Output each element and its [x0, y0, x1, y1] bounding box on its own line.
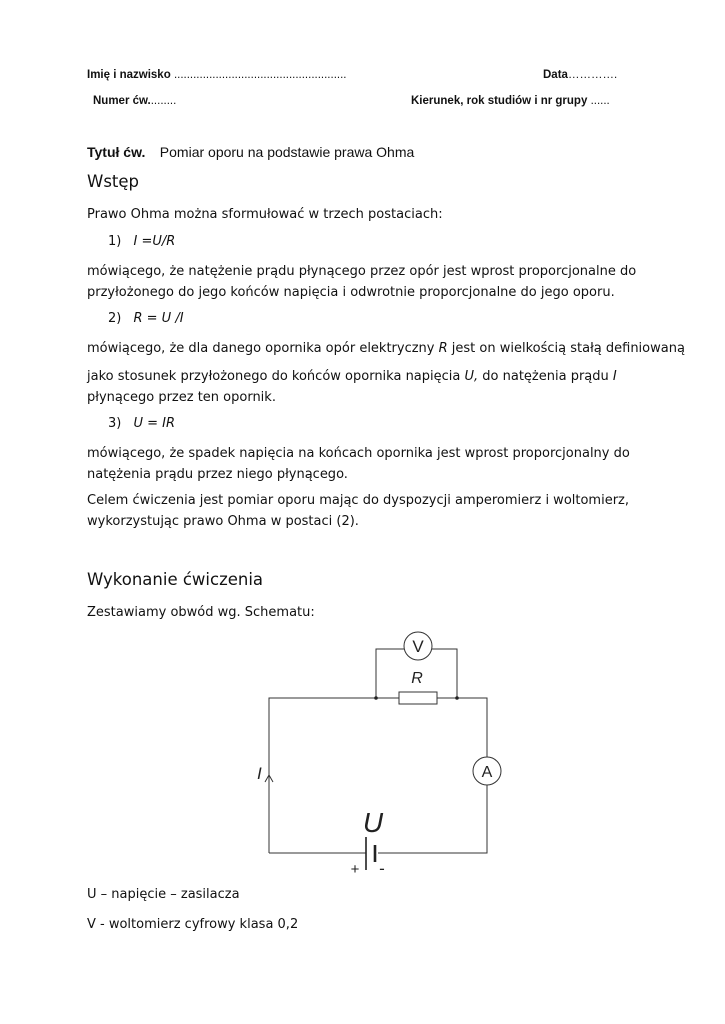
- ammeter-label: A: [481, 764, 493, 781]
- formula: R = U /I: [133, 311, 184, 326]
- legend-voltage: U – napięcie – zasilacza: [87, 887, 240, 902]
- text-run: mówiącego, że dla danego opornika opór elektryczny: [87, 341, 439, 356]
- text-run: do natężenia prądu: [478, 369, 613, 384]
- text-run: jest on wielkością stałą definiowaną: [447, 341, 685, 356]
- name-dots: ......................................................: [173, 69, 347, 81]
- minus-sign: -: [379, 859, 385, 878]
- text-run-italic: I: [612, 369, 617, 384]
- formula: I =U/R: [133, 234, 176, 249]
- intro-lead: Prawo Ohma można sformułować w trzech postaciach:: [87, 207, 443, 222]
- voltmeter-label: V: [412, 637, 424, 656]
- title-label: Tytuł ćw.: [87, 144, 146, 160]
- main-wire-right: [437, 698, 487, 757]
- text-run: jako stosunek przyłożonego do końców opornika napięcia: [87, 369, 465, 384]
- voltmeter-wire-right: [432, 649, 457, 698]
- exercise-number-label: Numer ćw.: [93, 95, 151, 107]
- formula: U = IR: [133, 416, 176, 431]
- title-value: Pomiar oporu na podstawie prawa Ohma: [159, 144, 415, 160]
- text-run: płynącego przez ten opornik.: [87, 390, 276, 405]
- source-label: U: [362, 807, 384, 838]
- name-label: Imię i nazwisko: [87, 69, 171, 81]
- current-label: I: [257, 764, 262, 783]
- execution-heading: Wykonanie ćwiczenia: [87, 570, 264, 589]
- junction-dot-right: [455, 696, 459, 700]
- intro-heading: Wstęp: [87, 172, 140, 191]
- legend-voltmeter: V - woltomierz cyfrowy klasa 0,2: [87, 917, 299, 932]
- formula-number: 1): [108, 234, 122, 249]
- plus-sign: +: [350, 861, 360, 878]
- voltmeter-wire-left: [376, 649, 404, 698]
- date-dots: ………….: [567, 69, 618, 81]
- formula-number: 2): [108, 311, 122, 326]
- resistor-label: R: [411, 670, 423, 687]
- resistor-symbol: [399, 692, 437, 704]
- formula-description-3: mówiącego, że spadek napięcia na końcach opornika jest wprost proporcjonalny do natężenia prądu przez niego płynącego.: [87, 446, 630, 482]
- junction-dot-left: [374, 696, 378, 700]
- main-wire-bottom-right: [378, 785, 487, 853]
- formula-number: 3): [108, 416, 122, 431]
- exercise-number-dots: ........: [150, 95, 177, 107]
- text-run-italic: R: [438, 341, 448, 356]
- text-run-italic: U,: [464, 369, 479, 384]
- formula-description-1: mówiącego, że natężenie prądu płynącego przez opór jest wprost proporcjonalne do przyłożonego do jego końców napięcia i odwrotnie proporcjonalne do jego oporu.: [87, 264, 637, 300]
- execution-lead: Zestawiamy obwód wg. Schematu:: [87, 605, 315, 620]
- study-field-dots: ......: [590, 95, 610, 107]
- date-label: Data: [543, 69, 568, 81]
- exercise-goal: Celem ćwiczenia jest pomiar oporu mając do dyspozycji amperomierz i woltomierz, wykorzystując prawo Ohma w postaci (2).: [87, 493, 630, 529]
- study-field-label: Kierunek, rok studiów i nr grupy: [411, 95, 588, 107]
